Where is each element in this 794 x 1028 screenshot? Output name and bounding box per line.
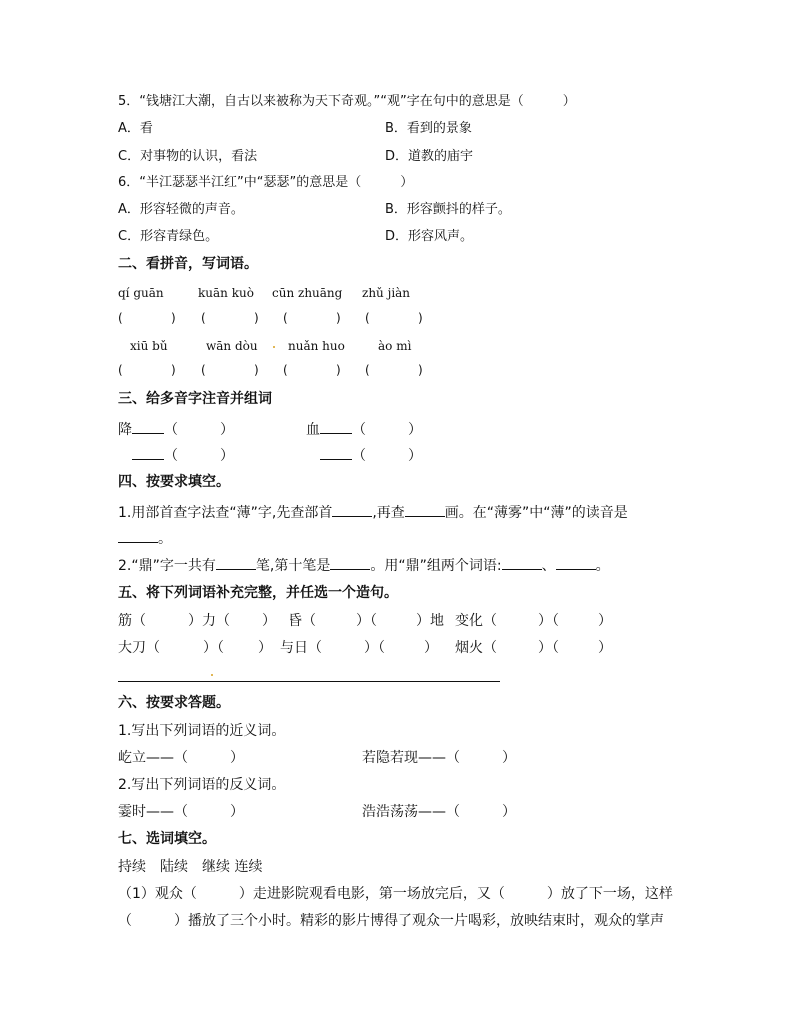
pinyin-blank[interactable] bbox=[132, 447, 164, 460]
antonym-instruction: 2.写出下列词语的反义词。 bbox=[118, 777, 286, 793]
fill-text: 。用“鼎”组两个词语: bbox=[370, 558, 502, 574]
pinyin-8: ào mì bbox=[378, 339, 412, 353]
idiom-1-part-3[interactable]: ） bbox=[262, 613, 276, 629]
idiom-5-part-3[interactable]: ） bbox=[424, 640, 438, 656]
idiom-5-part-2[interactable]: ）（ bbox=[364, 640, 385, 656]
pinyin-7: nuǎn huo bbox=[288, 339, 345, 353]
pinyin-2: kuān kuò bbox=[198, 286, 254, 300]
word-paren[interactable]: （ ） bbox=[352, 422, 422, 438]
answer-box-1-open[interactable]: ( bbox=[118, 311, 123, 325]
idiom-2-part-2[interactable]: ）（ bbox=[356, 613, 377, 629]
idiom-1-part-2[interactable]: ）力（ bbox=[188, 613, 230, 629]
stray-mark bbox=[211, 674, 213, 676]
answer-box-7-open[interactable]: ( bbox=[283, 363, 288, 377]
answer-box-7-close: ) bbox=[336, 363, 341, 377]
stray-mark bbox=[273, 346, 275, 348]
q5-stem: 5．“钱塘江大潮，自古以来被称为天下奇观。”“观”字在句中的意思是（ ） bbox=[118, 94, 576, 109]
answer-box-8-open[interactable]: ( bbox=[365, 363, 370, 377]
idiom-2-part-3[interactable]: ）地 bbox=[416, 613, 444, 629]
section-6-heading: 六、按要求答题。 bbox=[118, 695, 230, 711]
answer-box-6-open[interactable]: ( bbox=[201, 363, 206, 377]
stroke-total-blank[interactable] bbox=[216, 557, 256, 570]
fill-text: 。 bbox=[158, 531, 172, 547]
idiom-4-part-2[interactable]: ）（ bbox=[203, 640, 224, 656]
pinyin-blank[interactable] bbox=[320, 421, 352, 434]
polyphone-1 bbox=[118, 421, 234, 437]
q5-option-c[interactable]: C．对事物的认识，看法 bbox=[118, 149, 258, 164]
radical-blank[interactable] bbox=[332, 504, 372, 517]
answer-box-3-open[interactable]: ( bbox=[283, 311, 288, 325]
passage-line-2[interactable]: （ ）播放了三个小时。精彩的影片博得了观众一片喝彩，放映结束时，观众的掌声 bbox=[118, 913, 664, 929]
polyphone-2 bbox=[306, 421, 422, 437]
answer-box-4-close: ) bbox=[418, 311, 423, 325]
pinyin-6: wān dòu bbox=[206, 339, 258, 353]
idiom-3-part-3[interactable]: ） bbox=[598, 613, 612, 629]
polyphone-char-2: 血 bbox=[306, 422, 320, 438]
fill-question-1-cont bbox=[118, 530, 172, 546]
answer-box-4-open[interactable]: ( bbox=[365, 311, 370, 325]
polyphone-1-line-2 bbox=[132, 447, 234, 463]
word-paren[interactable]: （ ） bbox=[164, 422, 234, 438]
pinyin-4: zhǔ jiàn bbox=[362, 286, 411, 300]
section-2-heading: 二、看拼音，写词语。 bbox=[118, 256, 258, 272]
synonym-item-2[interactable]: 若隐若现——（ ） bbox=[362, 750, 516, 766]
fill-text: 2.“鼎”字一共有 bbox=[118, 558, 216, 574]
idiom-4-part-1: 大刀（ bbox=[118, 640, 160, 656]
q6-option-c[interactable]: C．形容青绿色。 bbox=[118, 229, 219, 244]
fill-text: 笔,第十笔是 bbox=[255, 558, 331, 574]
pinyin-3: cūn zhuāng bbox=[272, 286, 343, 300]
idiom-6-part-1: 烟火（ bbox=[455, 640, 497, 656]
pinyin-blank[interactable] bbox=[132, 421, 164, 434]
word-paren[interactable]: （ ） bbox=[164, 448, 234, 464]
antonym-item-1[interactable]: 霎时——（ ） bbox=[118, 804, 244, 820]
idiom-2-part-1: 昏（ bbox=[288, 613, 316, 629]
tenth-stroke-blank[interactable] bbox=[330, 557, 370, 570]
q5-option-d[interactable]: D．道教的庙宇 bbox=[385, 149, 474, 164]
fill-question-2 bbox=[118, 557, 610, 573]
q6-option-a[interactable]: A．形容轻微的声音。 bbox=[118, 202, 244, 217]
antonym-item-2[interactable]: 浩浩荡荡——（ ） bbox=[362, 804, 516, 820]
polyphone-char-1: 降 bbox=[118, 422, 132, 438]
answer-box-6-close: ) bbox=[254, 363, 259, 377]
polyphone-2-line-2 bbox=[320, 447, 422, 463]
synonym-instruction: 1.写出下列词语的近义词。 bbox=[118, 723, 286, 739]
passage-line-1[interactable]: （1）观众（ ）走进影院观看电影，第一场放完后，又（ ）放了下一场，这样 bbox=[118, 886, 673, 902]
fill-question-1 bbox=[118, 504, 628, 520]
section-5-heading: 五、将下列词语补充完整，并任选一个造句。 bbox=[118, 585, 398, 601]
answer-box-2-close: ) bbox=[254, 311, 259, 325]
stroke-count-blank[interactable] bbox=[405, 504, 445, 517]
section-7-heading: 七、选词填空。 bbox=[118, 831, 216, 847]
pinyin-5: xiū bǔ bbox=[130, 339, 168, 353]
q6-option-d[interactable]: D．形容风声。 bbox=[385, 229, 474, 244]
q5-option-a[interactable]: A．看 bbox=[118, 121, 153, 136]
pinyin-blank[interactable] bbox=[320, 447, 352, 460]
fill-text: 、 bbox=[541, 558, 556, 574]
answer-box-5-open[interactable]: ( bbox=[118, 363, 123, 377]
idiom-1-part-1: 筋（ bbox=[118, 613, 146, 629]
q6-option-b[interactable]: B．形容颤抖的样子。 bbox=[385, 202, 511, 217]
word-choices: 持续 陆续 继续 连续 bbox=[118, 859, 263, 875]
synonym-item-1[interactable]: 屹立——（ ） bbox=[118, 750, 244, 766]
answer-box-2-open[interactable]: ( bbox=[201, 311, 206, 325]
pronunciation-blank[interactable] bbox=[118, 530, 158, 543]
idiom-5-part-1: 与日（ bbox=[280, 640, 322, 656]
idiom-6-part-2[interactable]: ）（ bbox=[538, 640, 559, 656]
fill-text: 。 bbox=[595, 558, 610, 574]
section-4-heading: 四、按要求填空。 bbox=[118, 474, 230, 490]
idiom-4-part-3[interactable]: ） bbox=[258, 640, 272, 656]
sentence-answer-line[interactable] bbox=[118, 681, 500, 682]
word-paren[interactable]: （ ） bbox=[352, 448, 422, 464]
idiom-6-part-3[interactable]: ） bbox=[598, 640, 612, 656]
q5-option-b[interactable]: B．看到的景象 bbox=[385, 121, 472, 136]
idiom-3-part-1: 变化（ bbox=[455, 613, 497, 629]
fill-text: 1.用部首查字法查“薄”字,先查部首 bbox=[118, 505, 333, 521]
fill-text: 画。在“薄雾”中“薄”的读音是 bbox=[444, 505, 628, 521]
answer-box-8-close: ) bbox=[418, 363, 423, 377]
fill-text: ,再查 bbox=[372, 505, 405, 521]
answer-box-1-close: ) bbox=[171, 311, 176, 325]
idiom-3-part-2[interactable]: ）（ bbox=[538, 613, 559, 629]
word-blank-2[interactable] bbox=[556, 557, 596, 570]
answer-box-5-close: ) bbox=[171, 363, 176, 377]
section-3-heading: 三、给多音字注音并组词 bbox=[118, 391, 272, 407]
q6-stem: 6．“半江瑟瑟半江红”中“瑟瑟”的意思是（ ） bbox=[118, 175, 414, 190]
pinyin-1: qí guān bbox=[118, 286, 164, 300]
answer-box-3-close: ) bbox=[336, 311, 341, 325]
word-blank-1[interactable] bbox=[502, 557, 542, 570]
